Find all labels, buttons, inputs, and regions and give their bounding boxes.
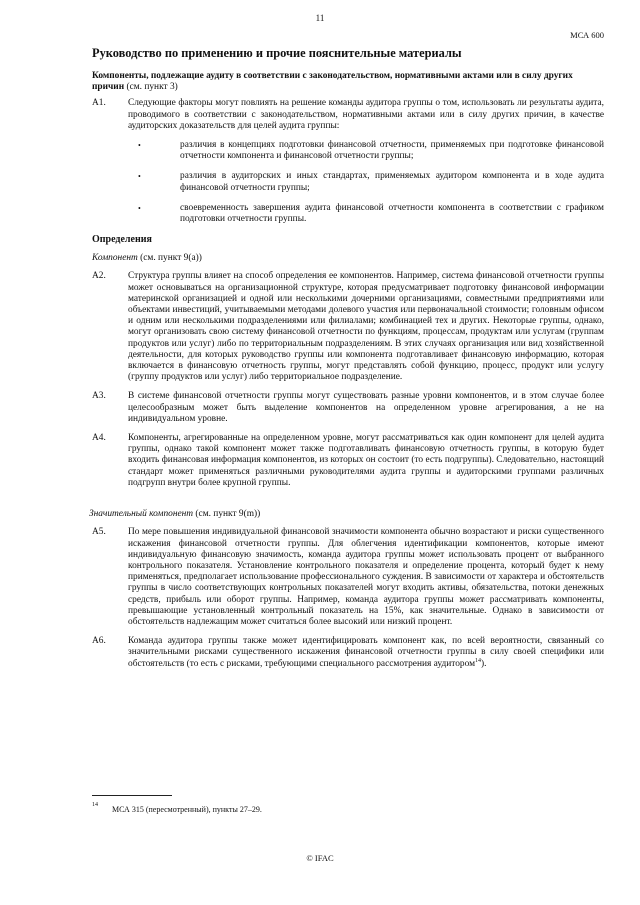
standard-code: МСА 600 xyxy=(570,30,604,40)
paragraph-a1 xyxy=(92,98,604,234)
paragraph-body xyxy=(128,636,604,670)
page-content xyxy=(89,46,604,670)
paragraph-text: Структура группы влияет на способ определения ее компонентов. Например, система финансовой отчетности группы может основываться на организационной структуре, которая предусматривает подготовку финансовой информации материнской организацией и одной или несколькими дочерними организациями, совместными предприятиями или объектами инвестиций, учитываемыми методами долевого участия или первоначальной стоимости; головным офисом и одним или несколькими подразделениями или филиалами; комбинацией тех и других. Некоторые группы, однако, могут организовать свою систему финансовой отчетности по функциям, процессам, продуктам или услугам (группам продуктов или услуг) либо по территориальным подразделениям. В этих случаях организация или вид хозяйственной деятельности, для которых руководство группы или компонента подготавливает финансовую информацию, которая включается в финансовую отчетность группы, могут представлять собой функцию, процесс, продукт или услугу (группу продуктов или услуг) либо территориальное подразделение. xyxy=(128,271,604,383)
paragraph-a2 xyxy=(92,271,604,383)
section-heading-regulatory xyxy=(92,71,604,93)
paragraph-number: A2. xyxy=(92,271,106,282)
footnote-text: МСА 315 (пересмотренный), пункты 27–29. xyxy=(112,805,262,814)
paragraph-text: Следующие факторы могут повлиять на решение команды аудитора группы о том, использовать ли результаты аудита, проводимого в соответствии с законодательством, нормативными актами или в силу других причин, в качестве аудиторских доказательств для целей аудита группы: xyxy=(128,98,604,131)
paragraph-number: A5. xyxy=(92,527,106,538)
list-item xyxy=(128,171,604,193)
term-name: Значительный компонент xyxy=(89,509,194,520)
bullet-list xyxy=(128,140,604,225)
paragraph-number: A1. xyxy=(92,98,106,109)
term-reference: (см. пункт 9(m)) xyxy=(195,509,261,520)
list-item-text: различия в концепциях подготовки финансовой отчетности, применяемых при подготовке финансовой отчетности компонента и финансовой отчетности группы; xyxy=(180,140,604,162)
paragraph-number: A6. xyxy=(92,636,106,647)
footnote-divider xyxy=(92,795,172,796)
section-reference: (см. пункт 3) xyxy=(126,82,178,93)
footnote-mark: 14 xyxy=(92,802,98,808)
paragraph-text: Компоненты, агрегированные на определенном уровне, могут рассматриваться как один компонент для целей аудита группы, однако такой компонент может также подготавливать финансовую отчетность группы, в которую будет входить финансовая информация компонентов, из которых он состоит (то есть подгруппы). Следовательно, настоящий стандарт может применяться различными руководителями аудита группы и аудиторскими группами различных подгрупп внутри более крупной группы. xyxy=(128,433,604,488)
copyright: © IFAC xyxy=(306,853,334,863)
paragraph-text: По мере повышения индивидуальной финансовой значимости компонента обычно возрастают и риски существенного искажения финансовой отчетности группы. Для облегчения идентификации компонентов, которые имеют индивидуальную финансовую значимость, команда аудитора группы может использовать процент от выбранного контрольного показателя. Установление контрольного показателя и определение процента, который будет к нему применяться, предполагает использование профессионального суждения. В зависимости от характера и обстоятельств группы в число соответствующих контрольных показателей могут входить активы, обязательства, потоки денежных средств, прибыль или оборот группы. Например, команда аудитора группы может рассматривать компоненты, превышающие установленный контрольный показатель на 15%, как значительные. Однако в зависимости от обстоятельств надлежащим может считаться более высокий или низкий процент. xyxy=(128,527,604,627)
term-name: Компонент xyxy=(92,253,138,264)
term-reference: (см. пункт 9(a)) xyxy=(140,253,202,264)
list-item-text: различия в аудиторских и иных стандартах, применяемых аудитором компонента и в ходе аудита финансовой отчетности группы; xyxy=(180,171,604,193)
bullet-icon: • xyxy=(138,141,141,151)
paragraph-a5 xyxy=(92,527,604,628)
footnote xyxy=(92,802,262,814)
page-title: Руководство по применению и прочие пояснительные материалы xyxy=(92,46,462,60)
term-significant-component xyxy=(89,509,604,520)
bullet-icon: • xyxy=(138,172,141,182)
bullet-icon: • xyxy=(138,203,141,213)
paragraph-text: Команда аудитора группы также может идентифицировать компонент как, по всей вероятности, связанный со значительными рисками существенного искажения финансовой отчетности группы в силу своей специфики или обстоятельств (то есть с рисками, требующими специального рассмотрения аудитором xyxy=(128,636,604,669)
definitions-heading: Определения xyxy=(92,234,152,246)
paragraph-body xyxy=(128,98,604,234)
list-item-text: своевременность завершения аудита финансовой отчетности компонента в соответствии с графиком подготовки отчетности группы. xyxy=(180,202,604,225)
term-component xyxy=(92,253,604,264)
paragraph-text: В системе финансовой отчетности группы могут существовать разные уровни компонентов, и в этом случае более целесообразным может быть выделение компонентов на определенном уровне агрегирования, а не на индивидуальном уровне. xyxy=(128,391,604,424)
footnote-reference[interactable]: 14 xyxy=(475,657,482,664)
list-item xyxy=(128,140,604,162)
paragraph-a4 xyxy=(92,433,604,489)
paragraph-a3 xyxy=(92,391,604,425)
paragraph-text-end: ). xyxy=(481,658,487,669)
section-heading-text: Компоненты, подлежащие аудиту в соответствии с законодательством, нормативными актами или в силу других причин xyxy=(92,71,573,93)
paragraph-a6 xyxy=(92,636,604,670)
paragraph-number: A3. xyxy=(92,391,106,402)
page-number: 11 xyxy=(315,13,325,23)
paragraph-number: A4. xyxy=(92,433,106,444)
list-item xyxy=(128,203,604,225)
